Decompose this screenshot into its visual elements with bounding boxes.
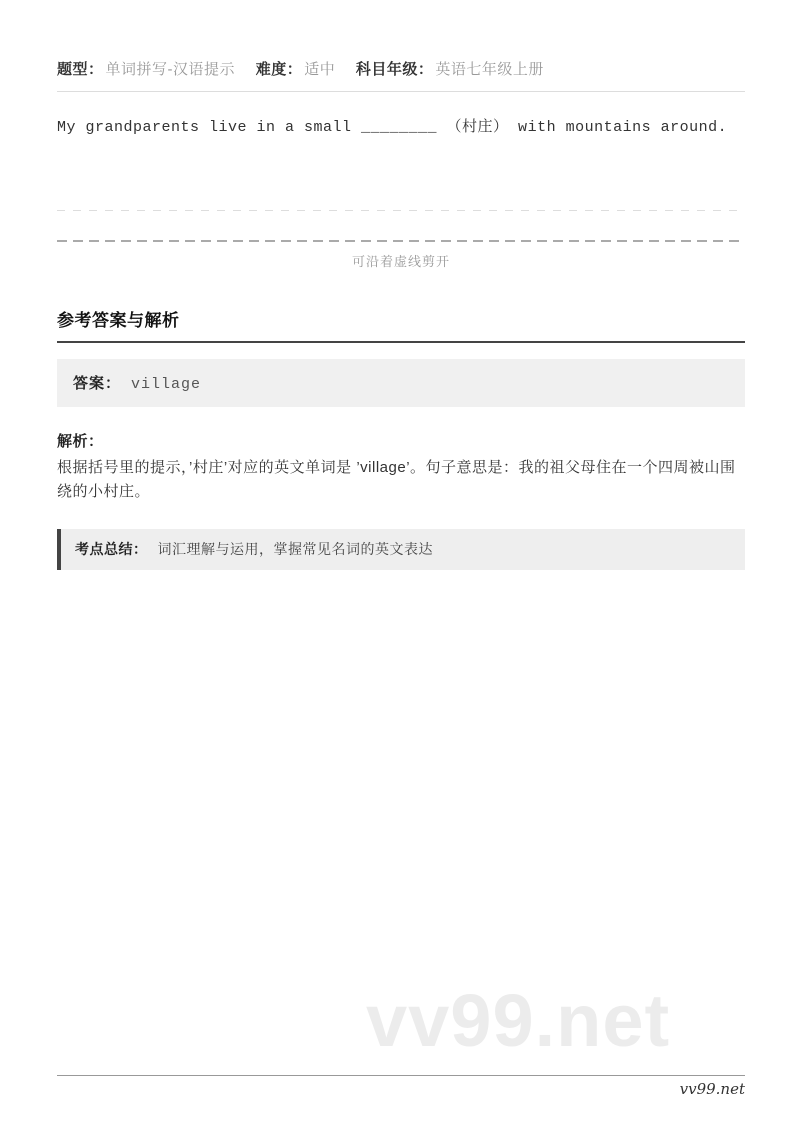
meta-difficulty-value: 适中	[304, 61, 336, 78]
meta-type-label: 题型：	[57, 61, 104, 78]
meta-subject-label: 科目年级：	[355, 61, 434, 78]
answer-label: 答案：	[73, 375, 122, 392]
analysis-text: 根据括号里的提示，’村庄’对应的英文单词是 ’village’。句子意思是：我的祖父母住在一个四周被山围绕的小村庄。	[57, 459, 736, 500]
footer-divider	[57, 1075, 745, 1076]
cut-hint-text: 可沿着虚线剪开	[351, 254, 450, 269]
watermark-text: vv99.net	[366, 979, 671, 1062]
meta-subject-value: 英语七年级上册	[435, 61, 544, 78]
keypoint-label: 考点总结：	[75, 541, 148, 557]
keypoint-text: 词汇理解与运用，掌握常见名词的英文表达	[157, 541, 433, 557]
meta-type-value: 单词拼写-汉语提示	[105, 61, 236, 78]
answer-box	[57, 359, 745, 407]
answer-value: village	[131, 376, 202, 393]
cut-dashed-line-light	[57, 210, 745, 211]
meta-difficulty-label: 难度：	[255, 61, 303, 78]
header-divider	[57, 91, 745, 92]
keypoint-box	[57, 529, 745, 570]
question-meta-row	[57, 58, 745, 79]
answer-section-heading: 参考答案与解析	[57, 306, 745, 343]
question-text: My grandparents live in a small ________ （村庄） with mountains around.	[57, 119, 728, 136]
analysis-label: 解析：	[57, 433, 104, 450]
footer-site-text: vv99.net	[679, 1080, 745, 1098]
cut-dashed-line-dark	[57, 240, 745, 242]
